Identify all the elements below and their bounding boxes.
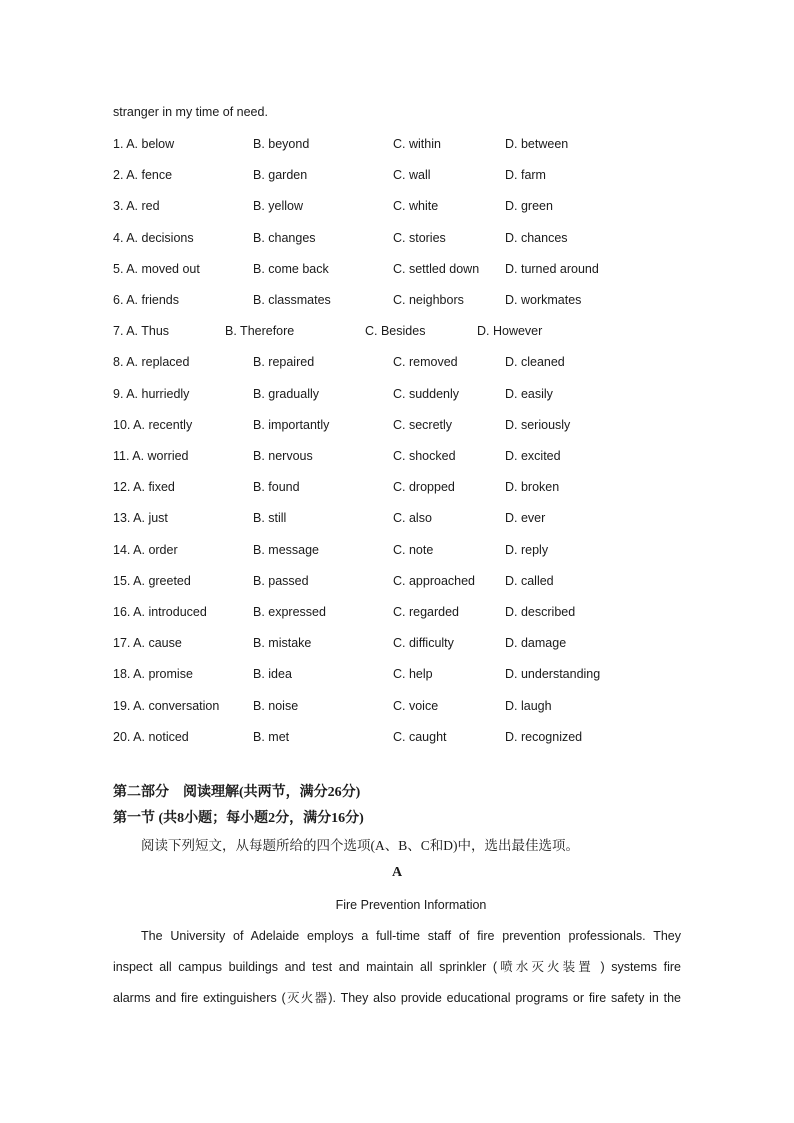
option-d: D. farm xyxy=(505,168,546,182)
option-d: D. green xyxy=(505,199,553,213)
option-a: 6. A. friends xyxy=(113,293,180,307)
option-d: D. turned around xyxy=(505,262,599,276)
option-b: B. Therefore xyxy=(225,324,295,338)
option-b: B. classmates xyxy=(253,293,331,307)
option-d: D. seriously xyxy=(505,418,571,432)
passage-line-1: The University of Adelaide employs a full-time staff of fire prevention professionals. They xyxy=(141,929,681,943)
option-a: 14. A. order xyxy=(113,543,178,557)
option-c: C. secretly xyxy=(393,418,453,432)
option-c: C. note xyxy=(393,543,434,557)
option-c: C. dropped xyxy=(393,480,455,494)
option-a: 13. A. just xyxy=(113,511,168,525)
option-b: B. expressed xyxy=(253,605,326,619)
option-a: 1. A. below xyxy=(113,137,175,151)
option-c: C. wall xyxy=(393,168,431,182)
question-row xyxy=(113,635,713,651)
option-a: 18. A. promise xyxy=(113,667,193,681)
option-b: B. changes xyxy=(253,231,316,245)
option-d: D. damage xyxy=(505,636,567,650)
option-a: 5. A. moved out xyxy=(113,262,200,276)
option-a: 11. A. worried xyxy=(113,449,189,463)
question-row xyxy=(113,666,713,682)
option-c: C. stories xyxy=(393,231,446,245)
question-row xyxy=(113,479,713,495)
question-row xyxy=(113,354,713,370)
option-b: B. found xyxy=(253,480,300,494)
passage-line-2: inspect all campus buildings and test and maintain all sprinkler (喷水灭火装置 ) systems fire xyxy=(113,960,681,974)
option-c: C. removed xyxy=(393,355,458,369)
option-a: 20. A. noticed xyxy=(113,730,189,744)
question-row xyxy=(113,230,713,246)
section-title: 第一节 (共8小题；每小题2分，满分16分) xyxy=(113,811,364,826)
option-d: D. easily xyxy=(505,387,553,401)
option-b: B. beyond xyxy=(253,137,310,151)
instruction-text: 阅读下列短文，从每题所给的四个选项(A、B、C和D)中，选出最佳选项。 xyxy=(141,838,579,853)
question-row xyxy=(113,323,713,339)
option-a: 17. A. cause xyxy=(113,636,182,650)
option-a: 12. A. fixed xyxy=(113,480,175,494)
option-a: 7. A. Thus xyxy=(113,324,170,338)
part-title: 第二部分 阅读理解(共两节，满分26分) xyxy=(113,785,361,800)
option-c: C. help xyxy=(393,667,433,681)
option-c: C. shocked xyxy=(393,449,456,463)
option-a: 15. A. greeted xyxy=(113,574,191,588)
option-d: D. called xyxy=(505,574,554,588)
option-b: B. still xyxy=(253,511,287,525)
option-c: C. caught xyxy=(393,730,447,744)
question-row xyxy=(113,448,713,464)
option-b: B. gradually xyxy=(253,387,320,401)
option-d: D. reply xyxy=(505,543,549,557)
question-row xyxy=(113,510,713,526)
option-a: 9. A. hurriedly xyxy=(113,387,190,401)
option-d: D. chances xyxy=(505,231,568,245)
option-b: B. idea xyxy=(253,667,292,681)
option-d: D. understanding xyxy=(505,667,601,681)
option-c: C. white xyxy=(393,199,439,213)
option-c: C. regarded xyxy=(393,605,460,619)
question-row xyxy=(113,604,713,620)
option-d: D. between xyxy=(505,137,569,151)
option-b: B. yellow xyxy=(253,199,304,213)
passage-letter: A xyxy=(391,865,403,880)
passage-title: Fire Prevention Information xyxy=(335,898,487,912)
option-b: B. noise xyxy=(253,699,299,713)
intro-line: stranger in my time of need. xyxy=(113,105,268,119)
option-d: D. However xyxy=(477,324,543,338)
option-c: C. settled down xyxy=(393,262,480,276)
option-c: C. within xyxy=(393,137,441,151)
option-c: C. difficulty xyxy=(393,636,454,650)
question-row xyxy=(113,292,713,308)
option-b: B. nervous xyxy=(253,449,313,463)
option-b: B. mistake xyxy=(253,636,312,650)
question-row xyxy=(113,417,713,433)
option-d: D. recognized xyxy=(505,730,583,744)
option-d: D. broken xyxy=(505,480,560,494)
option-b: B. importantly xyxy=(253,418,330,432)
question-row xyxy=(113,573,713,589)
question-row xyxy=(113,167,713,183)
option-b: B. message xyxy=(253,543,320,557)
option-c: C. neighbors xyxy=(393,293,464,307)
passage-line-3: alarms and fire extinguishers (灭火器). They also provide educational programs or fire safety in the xyxy=(113,991,681,1005)
option-b: B. passed xyxy=(253,574,309,588)
question-row xyxy=(113,261,713,277)
option-a: 16. A. introduced xyxy=(113,605,207,619)
option-a: 10. A. recently xyxy=(113,418,193,432)
question-row xyxy=(113,136,713,152)
question-row xyxy=(113,198,713,214)
question-row xyxy=(113,386,713,402)
question-row xyxy=(113,698,713,714)
question-row xyxy=(113,729,713,745)
option-b: B. repaired xyxy=(253,355,315,369)
option-a: 4. A. decisions xyxy=(113,231,194,245)
option-d: D. workmates xyxy=(505,293,582,307)
option-c: C. also xyxy=(393,511,432,525)
option-d: D. excited xyxy=(505,449,561,463)
option-b: B. come back xyxy=(253,262,329,276)
option-a: 8. A. replaced xyxy=(113,355,190,369)
option-d: D. cleaned xyxy=(505,355,565,369)
option-b: B. met xyxy=(253,730,290,744)
option-a: 19. A. conversation xyxy=(113,699,220,713)
option-a: 2. A. fence xyxy=(113,168,173,182)
option-d: D. described xyxy=(505,605,576,619)
option-a: 3. A. red xyxy=(113,199,160,213)
option-d: D. laugh xyxy=(505,699,552,713)
option-c: C. approached xyxy=(393,574,476,588)
option-b: B. garden xyxy=(253,168,308,182)
option-c: C. Besides xyxy=(365,324,426,338)
option-d: D. ever xyxy=(505,511,546,525)
option-c: C. suddenly xyxy=(393,387,460,401)
option-c: C. voice xyxy=(393,699,439,713)
question-row xyxy=(113,542,713,558)
